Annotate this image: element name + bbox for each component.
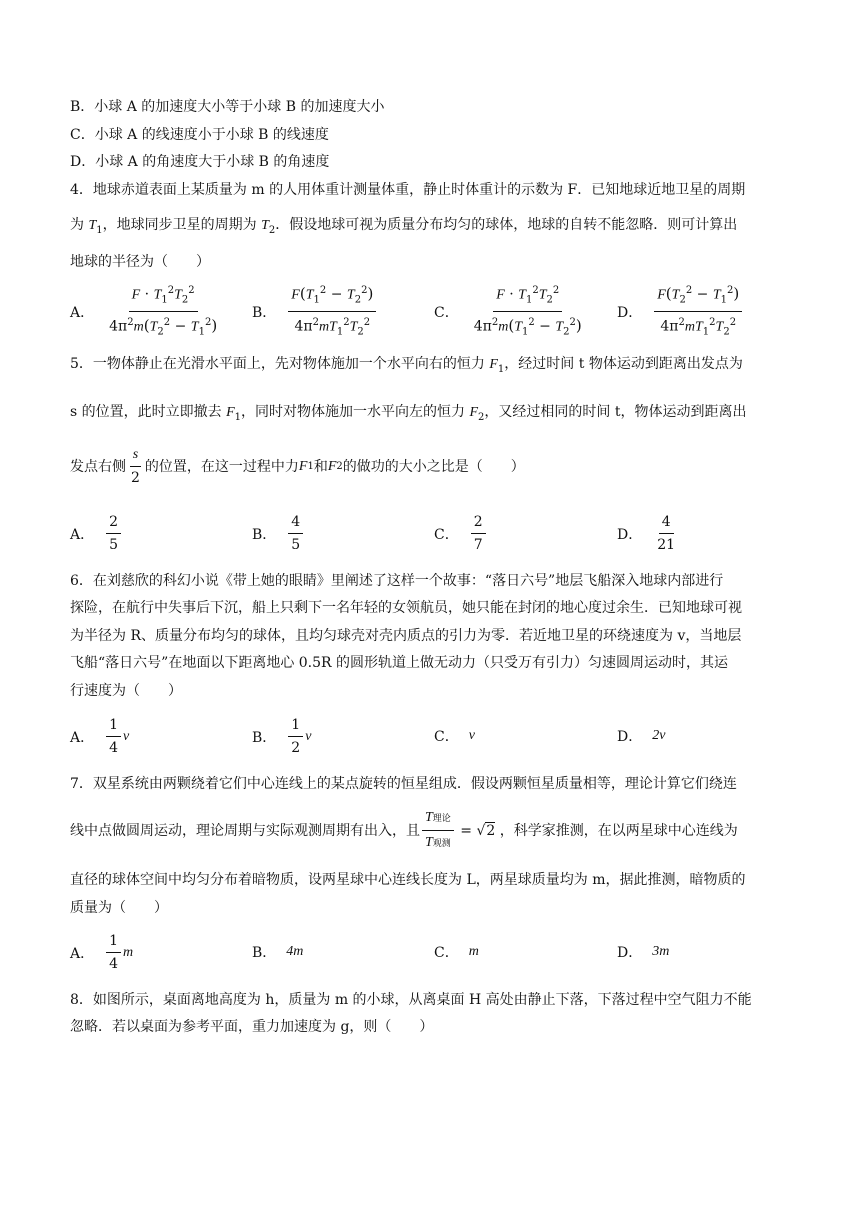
q5-stem-line3: 发点右侧 $\frac{s}{2}$ 的位置，在这一过程中力 F 1 和 F 2 的做功的大小之比是（ ） [70,447,525,486]
q3-option-c: C．小球 A 的线速度小于小球 B 的线速度 [70,127,329,143]
q4-stem-line2: 为 $T_1$，地球同步卫星的周期为 $T_2$．假设地球可视为质量分布均匀的球体，地球的自转不能忽略．则可计算出 [70,217,738,236]
q4-stem-line3: 地球的半径为（ ） [70,254,210,270]
q4-stem-line1: 4．地球赤道表面上某质量为 m 的人用体重计测量体重，静止时体重计的示数为 F．已知地球近地卫星的周期 [70,182,746,198]
q6-option-d: D． 2v [617,728,666,745]
q8-stem-line1: 8．如图所示，桌面离地高度为 h，质量为 m 的小球，从离桌面 H 高处由静止下落，下落过程中空气阻力不能 [70,992,752,1008]
q6-stem-line2: 探险，在航行中失事后下沉，船上只剩下一名年轻的女领航员，她只能在封闭的地心度过余生．已知地球可视 [70,600,742,616]
q6-stem-line5: 行速度为（ ） [70,683,182,699]
q6-stem-line4: 飞船“落日六号”在地面以下距离地心 0.5R 的圆形轨道上做无动力（只受万有引力）匀速圆周运动时，其运 [70,655,729,671]
q6-option-a: A． $\frac{1}{4}$ v [70,717,130,756]
q6-stem-line3: 为半径为 R、质量分布均匀的球体，且均匀球壳对壳内质点的引力为零．若近地卫星的环绕速度为 v，当地层 [70,628,742,644]
q5-option-c: C． $\frac{2}{7}$ [434,513,488,554]
q8-stem-line2: 忽略．若以桌面为参考平面，重力加速度为 g，则（ ） [70,1019,434,1035]
q4-option-c: C． $\frac{F \cdot T_1^2T_2^2}{4\pi^2m(T_1^2 - T_2^2)}$ [434,282,587,342]
q7-stem-line1: 7．双星系统由两颗绕着它们中心连线上的某点旋转的恒星组成．假设两颗恒星质量相等，理论计算它们绕连 [70,776,737,792]
q7-option-d: D． 3m [617,944,670,961]
q5-stem-line1: 5．一物体静止在光滑水平面上，先对物体施加一个水平向右的恒力 $F_1$，经过时间 t 物体运动到距离出发点为 [70,356,743,375]
q7-option-c: C． m [434,944,479,961]
q6-option-b: B． $\frac{1}{2}$ v [252,717,312,756]
q3-option-d: D．小球 A 的角速度大于小球 B 的角速度 [70,154,330,170]
q7-option-b: B． 4m [252,944,304,961]
q5-option-a: A． $\frac{2}{5}$ [70,513,123,554]
q6-option-c: C． v [434,728,475,745]
q7-stem-line3: 直径的球体空间中均匀分布着暗物质，设两星球中心连线长度为 L，两星球质量均为 m，据此推测，暗物质的 [70,872,746,888]
q4-option-b: B． $\frac{F(T_1^2 - T_2^2)}{4\pi^2mT_1^2T_2^2}$ [252,282,378,342]
q6-stem-line1: 6．在刘慈欣的科幻小说《带上她的眼睛》里阐述了这样一个故事：“落日六号”地层飞船深入地球内部进行 [70,573,724,589]
q7-stem-line2: 线中点做圆周运动，理论周期与实际观测周期有出入，且 $\frac{\text{T理论}}{\text{T观测}}$ = √2 ，科学家推测，在以两星球中心连线为 [70,810,738,850]
q4-option-d: D． $\frac{F(T_2^2 - T_1^2)}{4\pi^2mT_1^2T_2^2}$ [617,282,744,342]
q5-option-b: B． $\frac{4}{5}$ [252,513,305,554]
q5-stem-line2: s 的位置，此时立即撤去 $F_1$，同时对物体施加一水平向左的恒力 $F_2$，又经过相同的时间 t，物体运动到距离出 [70,404,747,423]
q7-stem-line4: 质量为（ ） [70,900,168,916]
q3-option-b: B．小球 A 的加速度大小等于小球 B 的加速度大小 [70,99,385,115]
q5-option-d: D． $\frac{4}{21}$ [617,514,676,553]
q7-option-a: A． $\frac{1}{4}$ m [70,933,134,972]
q4-option-a: A． $\frac{F \cdot T_1^2T_2^2}{4\pi^2m(T_2^2 - T_1^2)}$ [70,282,222,342]
